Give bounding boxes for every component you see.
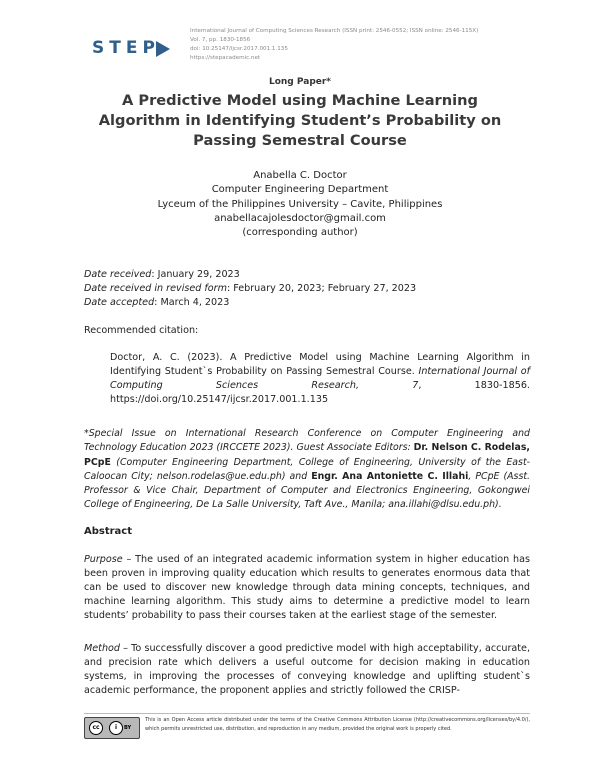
attribution-person-icon: i [109, 721, 123, 735]
date-revised-label: Date received in revised form [84, 283, 227, 294]
date-revised-value: : February 20, 2023; February 27, 2023 [226, 283, 417, 294]
purpose-lead: Purpose [84, 554, 123, 565]
date-revised [84, 282, 416, 296]
citation-tail[interactable]: , 1830-1856. https://doi.org/10.25147/ijcsr.2017.001.1.135 [110, 380, 530, 405]
citation-text [110, 351, 530, 407]
paper-title: A Predictive Model using Machine Learning Algorithm in Identifying Student’s Probability on Passing Semestral Course [98, 92, 502, 149]
special-text-1: *Special Issue on International Research Conference on Computer Engineering and Technology Education 2023 (IRCCETE 2023). Guest Associate Editors: [84, 428, 530, 454]
journal-url[interactable]: https://stepacademic.net [190, 55, 261, 61]
abstract-method [84, 642, 530, 698]
cc-by-label: BY [124, 725, 132, 731]
author-affiliation: Lyceum of the Philippines University – Cavite, Philippines [157, 198, 443, 210]
date-accepted-label: Date accepted [84, 297, 155, 308]
purpose-text: – The used of an integrated academic information system in higher education has been proven in improving quality education which results to generates enormous data that can be used to discover new knowledge through data mining concepts, techniques, and machine learning algorithm. This study aims to determine a predictive model to learn students’ probability to pass their courses taken at the earliest stage of the semester. [84, 554, 530, 621]
date-received-value: : January 29, 2023 [151, 269, 240, 280]
special-text-2: (Computer Engineering Department, College of Engineering, University of the East-Caloocan City; nelson.rodelas@ue.edu.ph) and [84, 456, 530, 482]
author-note: (corresponding author) [242, 227, 358, 239]
recommended-citation-label: Recommended citation: [84, 325, 199, 336]
special-issue-note [84, 427, 530, 513]
date-accepted [84, 296, 416, 310]
citation-journal: International Journal of Computing Sciences Research, 7 [110, 366, 530, 391]
editor-1: Dr. Nelson C. Rodelas, PCpE [84, 442, 530, 468]
license-text: This is an Open Access article distributed under the terms of the Creative Commons Attribution License (http://creativecommons.org/licenses/by/4.0/), which permits unrestricted use, distribution, and reproduction in any medium, provided the original work is properly cited. [145, 717, 530, 732]
date-accepted-value: : March 4, 2023 [154, 297, 230, 308]
abstract-purpose [84, 553, 530, 623]
date-received [84, 268, 416, 282]
journal-info [190, 27, 478, 63]
journal-line: Vol. 7, pp. 1830-1856 [190, 37, 251, 43]
journal-line: doi: 10.25147/ijcsr.2017.001.1.135 [190, 46, 288, 52]
editor-2: Engr. Ana Antoniette C. Illahi [311, 470, 469, 482]
journal-line: International Journal of Computing Sciences Research (ISSN print: 2546-0552; ISSN online: 2546-115X) [190, 28, 479, 34]
method-lead: Method [84, 643, 120, 654]
paper-type: Long Paper* [268, 77, 332, 87]
author-name: Anabella C. Doctor [253, 170, 347, 181]
abstract-heading: Abstract [84, 526, 133, 537]
method-text: – To successfully discover a good predictive model with high acceptability, accurate, and precision rate which delivers a useful outcome for decision making in education systems, in improving the processes of conveying knowledge and uplifting student`s academic performance, the proponent applies and strictly followed the CRISP- [84, 643, 530, 696]
cc-by-license-badge[interactable] [84, 717, 140, 739]
footer-divider [84, 713, 530, 714]
citation-plain: Doctor, A. C. (2023). A Predictive Model using Machine Learning Algorithm in Identifying Student`s Probability on Passing Semestral Course. [110, 352, 530, 377]
journal-logo [92, 38, 160, 58]
date-received-label: Date received [84, 269, 152, 280]
author-department: Computer Engineering Department [211, 184, 389, 196]
dates-block [84, 268, 416, 310]
author-email[interactable]: anabellacajolesdoctor@gmail.com [214, 212, 386, 224]
logo-text: STEP [92, 38, 160, 58]
special-text-3: , PCpE (Asst. Professor & Vice Chair, Department of Computer and Electronics Engineering, Gokongwei College of Engineering, De La Salle University, Taft Ave., Manila; ana.illahi@dlsu.edu.ph). [84, 470, 530, 511]
creative-commons-icon: cc [89, 721, 103, 735]
logo-arrow-icon [156, 41, 170, 57]
author-block [0, 169, 600, 240]
